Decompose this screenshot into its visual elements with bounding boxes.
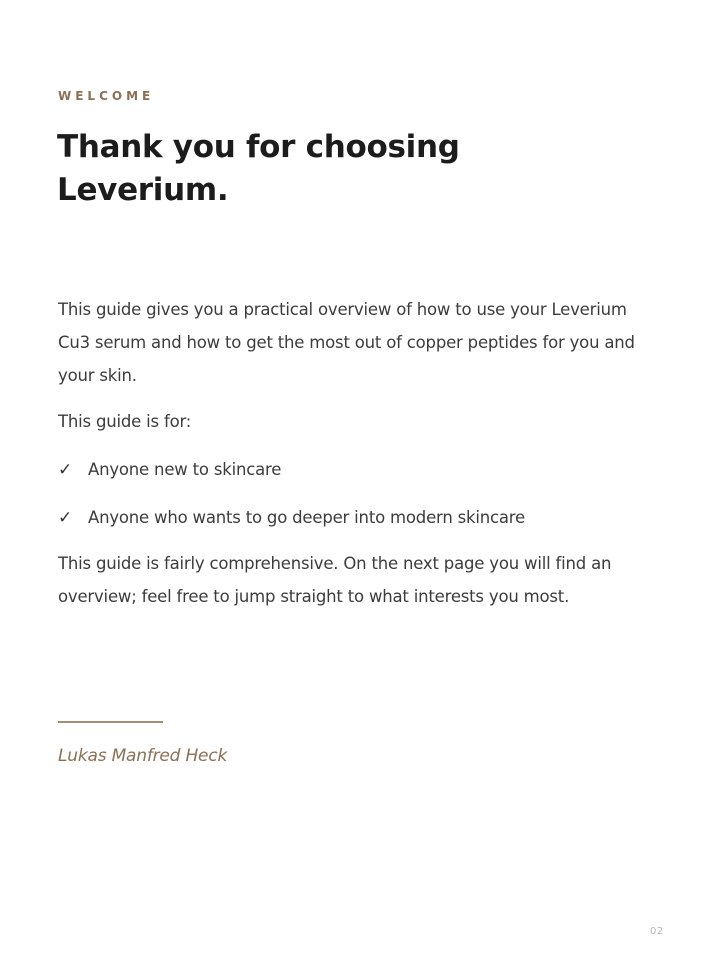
title-line: Thank you for choosing xyxy=(57,129,460,165)
checkmark-icon: ✓ xyxy=(58,459,73,480)
intro-paragraph xyxy=(58,293,688,392)
section-eyebrow: WELCOME xyxy=(58,89,155,103)
page-number: 02 xyxy=(650,926,664,937)
paragraph-line: This guide gives you a practical overview of how to use your Leverium xyxy=(58,300,627,319)
title-line: Leverium. xyxy=(57,172,229,208)
list-item xyxy=(58,501,525,534)
paragraph-line: Cu3 serum and how to get the most out of copper peptides for you and xyxy=(58,333,635,352)
closing-paragraph xyxy=(58,547,688,613)
list-item xyxy=(58,453,281,486)
checkmark-icon: ✓ xyxy=(58,507,73,528)
signature-divider xyxy=(58,721,163,723)
author-signature: Lukas Manfred Heck xyxy=(58,746,228,766)
paragraph-line: overview; feel free to jump straight to what interests you most. xyxy=(58,587,570,606)
audience-label xyxy=(58,405,688,438)
page-title xyxy=(57,126,617,212)
paragraph-line: This guide is for: xyxy=(58,412,192,431)
paragraph-line: This guide is fairly comprehensive. On the next page you will find an xyxy=(58,554,612,573)
paragraph-line: your skin. xyxy=(58,366,137,385)
list-item-text: Anyone who wants to go deeper into modern skincare xyxy=(88,508,525,527)
list-item-text: Anyone new to skincare xyxy=(88,460,282,479)
